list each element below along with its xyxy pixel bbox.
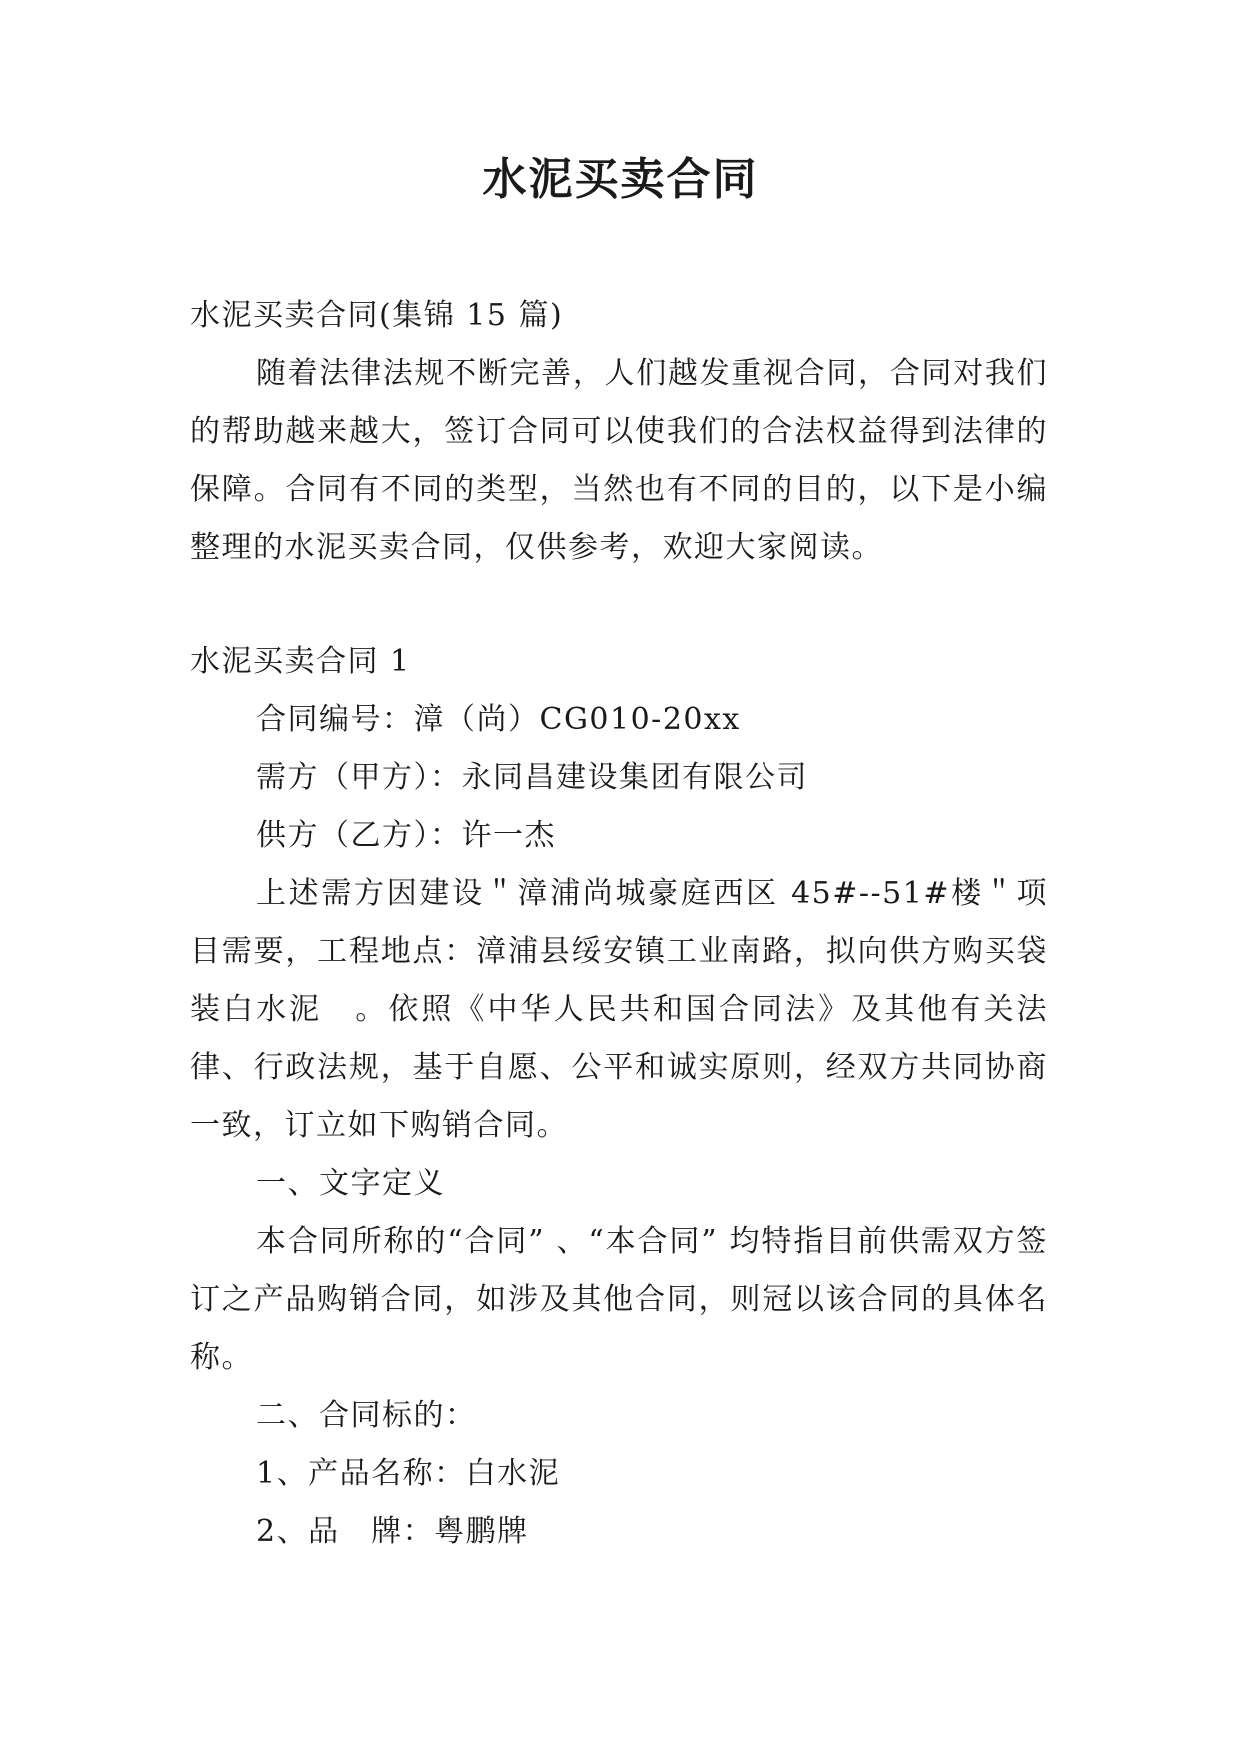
clause-1-text: 本合同所称的“合同” 、“本合同” 均特指目前供需双方签订之产品购销合同，如涉及其他合同，则冠以该合同的具体名称。 — [190, 1224, 1048, 1375]
background-paragraph: 上述需方因建设＂漳浦尚城豪庭西区 45#--51#楼＂项目需要，工程地点：漳浦县绥安镇工业南路，拟向供方购买袋装白水泥 。依照《中华人民共和国合同法》及其他有关法律、行政法规，基于自愿、公平和诚实原则，经双方共同协商一致，订立如下购销合同。 — [190, 876, 1048, 1143]
clause-2-item-2: 2、品 牌：粤鹏牌 — [256, 1514, 529, 1549]
clause-1-title: 一、文字定义 — [256, 1166, 445, 1201]
document-title: 水泥买卖合同 — [482, 154, 759, 205]
section-title: 水泥买卖合同 1 — [190, 644, 411, 679]
paragraph-gap — [190, 577, 1048, 633]
clause-2-item-1: 1、产品名称：白水泥 — [256, 1456, 561, 1491]
buyer-party: 需方（甲方）：永同昌建设集团有限公司 — [256, 760, 808, 795]
document-subtitle: 水泥买卖合同(集锦 15 篇) — [190, 298, 564, 333]
document-body — [190, 287, 1048, 1561]
contract-number: 合同编号：漳（尚）CG010-20xx — [256, 702, 741, 737]
intro-paragraph: 随着法律法规不断完善，人们越发重视合同，合同对我们的帮助越来越大，签订合同可以使我们的合法权益得到法律的保障。合同有不同的类型，当然也有不同的目的，以下是小编整理的水泥买卖合同，仅供参考，欢迎大家阅读。 — [190, 356, 1048, 565]
clause-2-title: 二、合同标的： — [256, 1398, 477, 1433]
seller-party: 供方（乙方）：许一杰 — [256, 818, 556, 853]
